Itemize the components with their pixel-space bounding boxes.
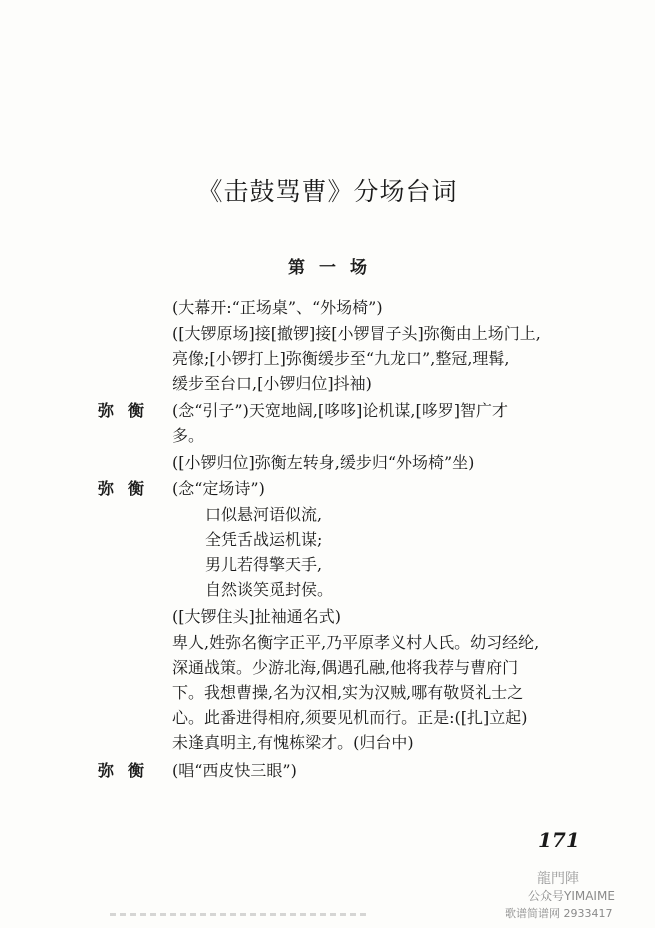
- watermark-text: 公众号YIMAIME: [528, 889, 615, 903]
- scan-noise-divider: [110, 913, 370, 916]
- verse-line: 口似悬河语似流,: [205, 505, 323, 524]
- text-line: 深通战策。少游北海,偶遇孔融,他将我荐与曹府门: [172, 658, 519, 677]
- monologue-block: [172, 630, 592, 755]
- verse-block: [205, 502, 565, 602]
- text-line: ([大锣原场]接[撤锣]接[小锣冒子头]弥衡由上场门上,: [172, 324, 541, 343]
- stage-direction: ([大锣住头]扯袖通名式): [172, 607, 341, 626]
- scene-heading: 第一场: [288, 258, 381, 278]
- dialogue-cue: (念“定场诗”): [172, 479, 265, 498]
- text-line: 缓步至台口,[小锣归位]抖袖): [172, 374, 372, 393]
- text-line: 未逢真明主,有愧栋梁才。(归台中): [172, 733, 414, 752]
- page-title: 《击鼓骂曹》分场台词: [197, 177, 458, 206]
- dialogue-cue: (唱“西皮快三眼”): [172, 761, 297, 780]
- verse-line: 全凭舌战运机谋;: [205, 530, 323, 549]
- verse-line: 自然谈笑觅封侯。: [205, 580, 334, 599]
- page-number: 171: [538, 828, 580, 852]
- text-line: 多。: [172, 426, 205, 445]
- text-line: (念“引子”)天宽地阔,[哆哆]论机谋,[哆罗]智广才: [172, 401, 508, 420]
- dialogue-block: [172, 398, 592, 448]
- speaker-label: 弥衡: [98, 479, 159, 498]
- text-line: 下。我想曹操,名为汉相,实为汉贼,哪有敬贤礼士之: [172, 683, 524, 702]
- watermark-logo: 龍門陣: [537, 871, 579, 887]
- text-line: 亮像;[小锣打上]弥衡缓步至“九龙口”,整冠,理髯,: [172, 349, 510, 368]
- speaker-label: 弥衡: [98, 761, 159, 780]
- watermark-text: 歌谱简谱网 2933417: [505, 907, 613, 920]
- speaker-label: 弥衡: [98, 401, 159, 420]
- verse-line: 男儿若得擎天手,: [205, 555, 323, 574]
- stage-direction: ([小锣归位]弥衡左转身,缓步归“外场椅”坐): [172, 453, 475, 472]
- text-line: 卑人,姓弥名衡字正平,乃平原孝义村人氏。幼习经纶,: [172, 633, 540, 652]
- stage-direction: (大幕开:“正场桌”、“外场椅”): [172, 298, 383, 317]
- stage-direction-block: [172, 321, 592, 396]
- text-line: 心。此番进得相府,须要见机而行。正是:([扎]立起): [172, 708, 528, 727]
